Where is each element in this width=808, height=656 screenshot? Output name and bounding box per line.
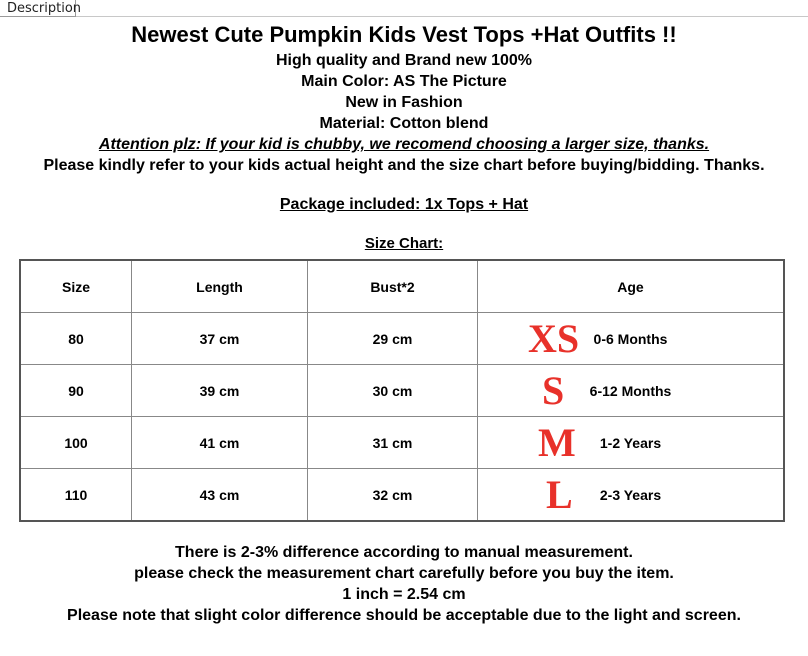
header-bust: Bust*2 xyxy=(308,260,478,313)
age-text: 0-6 Months xyxy=(593,330,668,347)
cell-age xyxy=(478,417,785,469)
table-row xyxy=(20,417,784,469)
refer-note: Please kindly refer to your kids actual height and the size chart before buying/bidding. Thanks. xyxy=(43,157,765,174)
page-title: Newest Cute Pumpkin Kids Vest Tops +Hat Outfits !! xyxy=(131,22,677,47)
size-letter: S xyxy=(542,367,565,413)
footer-notes xyxy=(0,542,808,626)
quality-line: High quality and Brand new 100% xyxy=(275,52,533,69)
cell-bust: 31 cm xyxy=(308,417,478,469)
cell-bust: 30 cm xyxy=(308,365,478,417)
cell-age xyxy=(478,365,785,417)
table-row xyxy=(20,365,784,417)
cell-length: 37 cm xyxy=(132,313,308,365)
check-chart-note: please check the measurement chart carefully before you buy the item. xyxy=(134,565,674,582)
header-age: Age xyxy=(478,260,785,313)
cell-size: 100 xyxy=(20,417,132,469)
cell-size: 90 xyxy=(20,365,132,417)
age-text: 6-12 Months xyxy=(589,382,672,399)
attention-note: Attention plz: If your kid is chubby, we recomend choosing a larger size, thanks. xyxy=(98,136,710,153)
tab-divider xyxy=(76,16,808,17)
cell-bust: 29 cm xyxy=(308,313,478,365)
measurement-note: There is 2-3% difference according to manual measurement. xyxy=(175,544,633,561)
package-info: Package included: 1x Tops + Hat xyxy=(279,196,529,213)
age-text: 1-2 Years xyxy=(599,434,662,451)
cell-age xyxy=(478,313,785,365)
fashion-line: New in Fashion xyxy=(345,94,463,111)
material-line: Material: Cotton blend xyxy=(319,115,489,132)
size-letter: M xyxy=(538,419,576,465)
size-letter: L xyxy=(546,471,573,517)
size-letter: XS xyxy=(528,315,580,361)
table-row xyxy=(20,313,784,365)
cell-age xyxy=(478,469,785,522)
inch-conversion: 1 inch = 2.54 cm xyxy=(342,586,466,603)
header-length: Length xyxy=(132,260,308,313)
size-chart-label: Size Chart: xyxy=(364,235,444,252)
size-chart-table xyxy=(19,259,785,522)
cell-bust: 32 cm xyxy=(308,469,478,522)
tab-description[interactable]: Description xyxy=(0,0,76,17)
cell-length: 43 cm xyxy=(132,469,308,522)
cell-size: 80 xyxy=(20,313,132,365)
description-content xyxy=(0,20,808,254)
age-text: 2-3 Years xyxy=(599,486,662,503)
color-line: Main Color: AS The Picture xyxy=(301,73,507,90)
table-header-row xyxy=(20,260,784,313)
color-difference-note: Please note that slight color difference should be acceptable due to the light and screen. xyxy=(67,607,741,624)
cell-length: 39 cm xyxy=(132,365,308,417)
table-row xyxy=(20,469,784,522)
cell-length: 41 cm xyxy=(132,417,308,469)
cell-size: 110 xyxy=(20,469,132,522)
header-size: Size xyxy=(20,260,132,313)
